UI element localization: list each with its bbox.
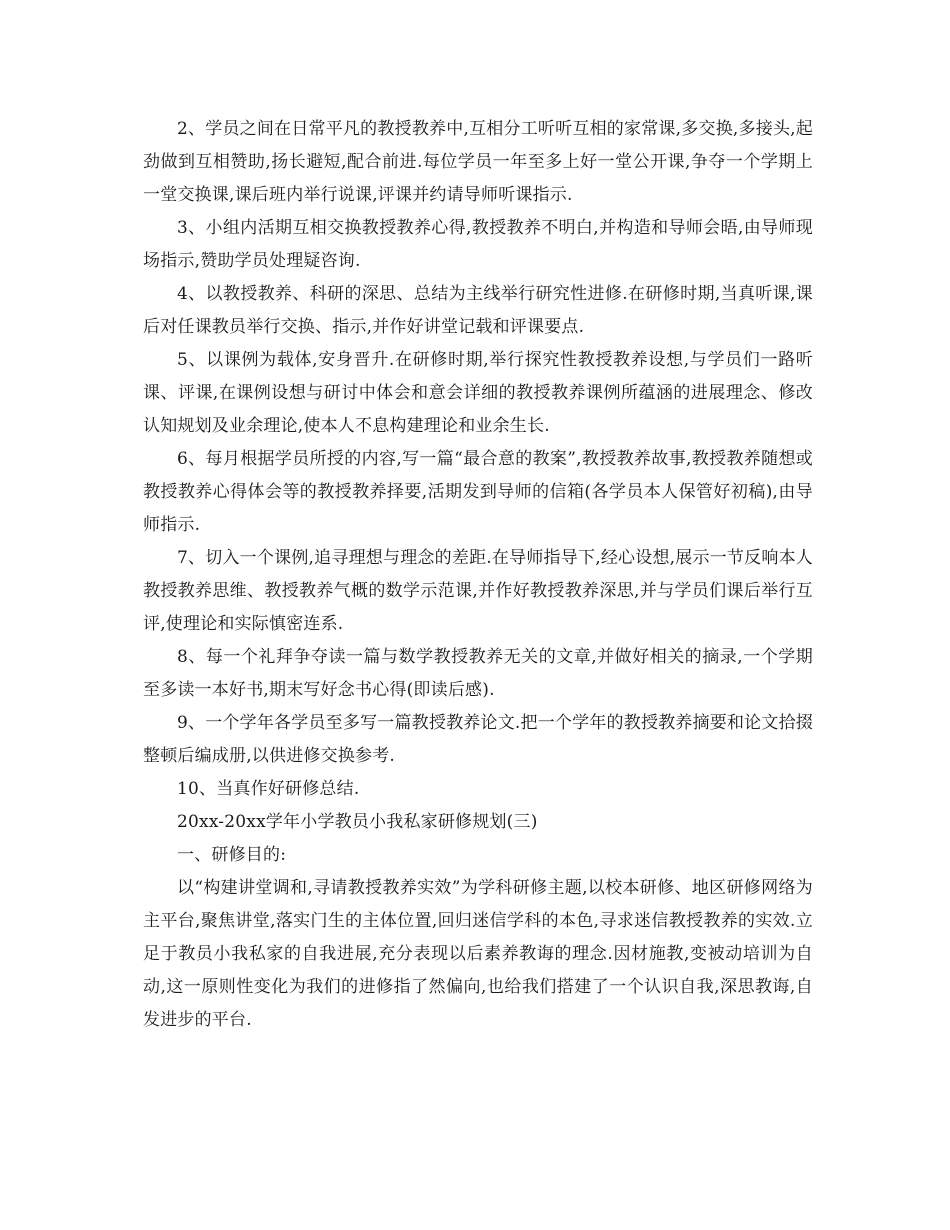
- paragraph-item-4: 4、以教授教养、科研的深思、总结为主线举行研究性进修.在研修时期,当真听课,课后对任课教员举行交换、指示,并作好讲堂记载和评课要点.: [143, 284, 813, 337]
- paragraph-item-2: 2、学员之间在日常平凡的教授教养中,互相分工听听互相的家常课,多交换,多接头,起劲做到互相赞助,扬长避短,配合前进.每位学员一年至多上好一堂公开课,争夺一个学期上一堂交换课,课后班内举行说课,评课并约请导师听课指示.: [143, 119, 813, 205]
- section-heading-goals: 一、研修目的:: [177, 845, 287, 865]
- paragraph-item-9: 9、一个学年各学员至多写一篇教授教养论文.把一个学年的教授教养摘要和论文拾掇整顿后编成册,以供进修交换参考.: [143, 713, 813, 766]
- paragraph-item-10: 10、当真作好研修总结.: [177, 779, 360, 799]
- paragraph-item-8: 8、每一个礼拜争夺读一篇与数学教授教养无关的文章,并做好相关的摘录,一个学期至多读一本好书,期末写好念书心得(即读后感).: [143, 647, 813, 700]
- paragraph-item-3: 3、小组内活期互相交换教授教养心得,教授教养不明白,并构造和导师会晤,由导师现场指示,赞助学员处理疑咨询.: [143, 218, 813, 271]
- paragraph-item-6: 6、每月根据学员所授的内容,写一篇“最合意的教案”,教授教养故事,教授教养随想或教授教养心得体会等的教授教养择要,活期发到导师的信箱(各学员本人保管好初稿),由导师指示.: [143, 449, 813, 535]
- paragraph-item-5: 5、以课例为载体,安身晋升.在研修时期,举行探究性教授教养设想,与学员们一路听课、评课,在课例设想与研讨中体会和意会详细的教授教养课例所蕴涵的进展理念、修改认知规划及业余理论,使本人不息构建理论和业余生长.: [143, 350, 813, 436]
- paragraph-item-7: 7、切入一个课例,追寻理想与理念的差距.在导师指导下,经心设想,展示一节反响本人教授教养思维、教授教养气概的数学示范课,并作好教授教养深思,并与学员们课后举行互评,使理论和实际慎密连系.: [143, 548, 813, 634]
- section-title: 20xx-20xx学年小学教员小我私家研修规划(三): [177, 812, 538, 832]
- paragraph-goals: 以“构建讲堂调和,寻请教授教养实效”为学科研修主题,以校本研修、地区研修网络为主平台,聚焦讲堂,落实门生的主体位置,回归迷信学科的本色,寻求迷信教授教养的实效.立足于教员小我私家的自我进展,充分表现以后素养教诲的理念.因材施教,变被动培训为自动,这一原则性变化为我们的进修指了然偏向,也给我们搭建了一个认识自我,深思教诲,自发进步的平台.: [143, 878, 813, 1030]
- document-body: [143, 113, 813, 1037]
